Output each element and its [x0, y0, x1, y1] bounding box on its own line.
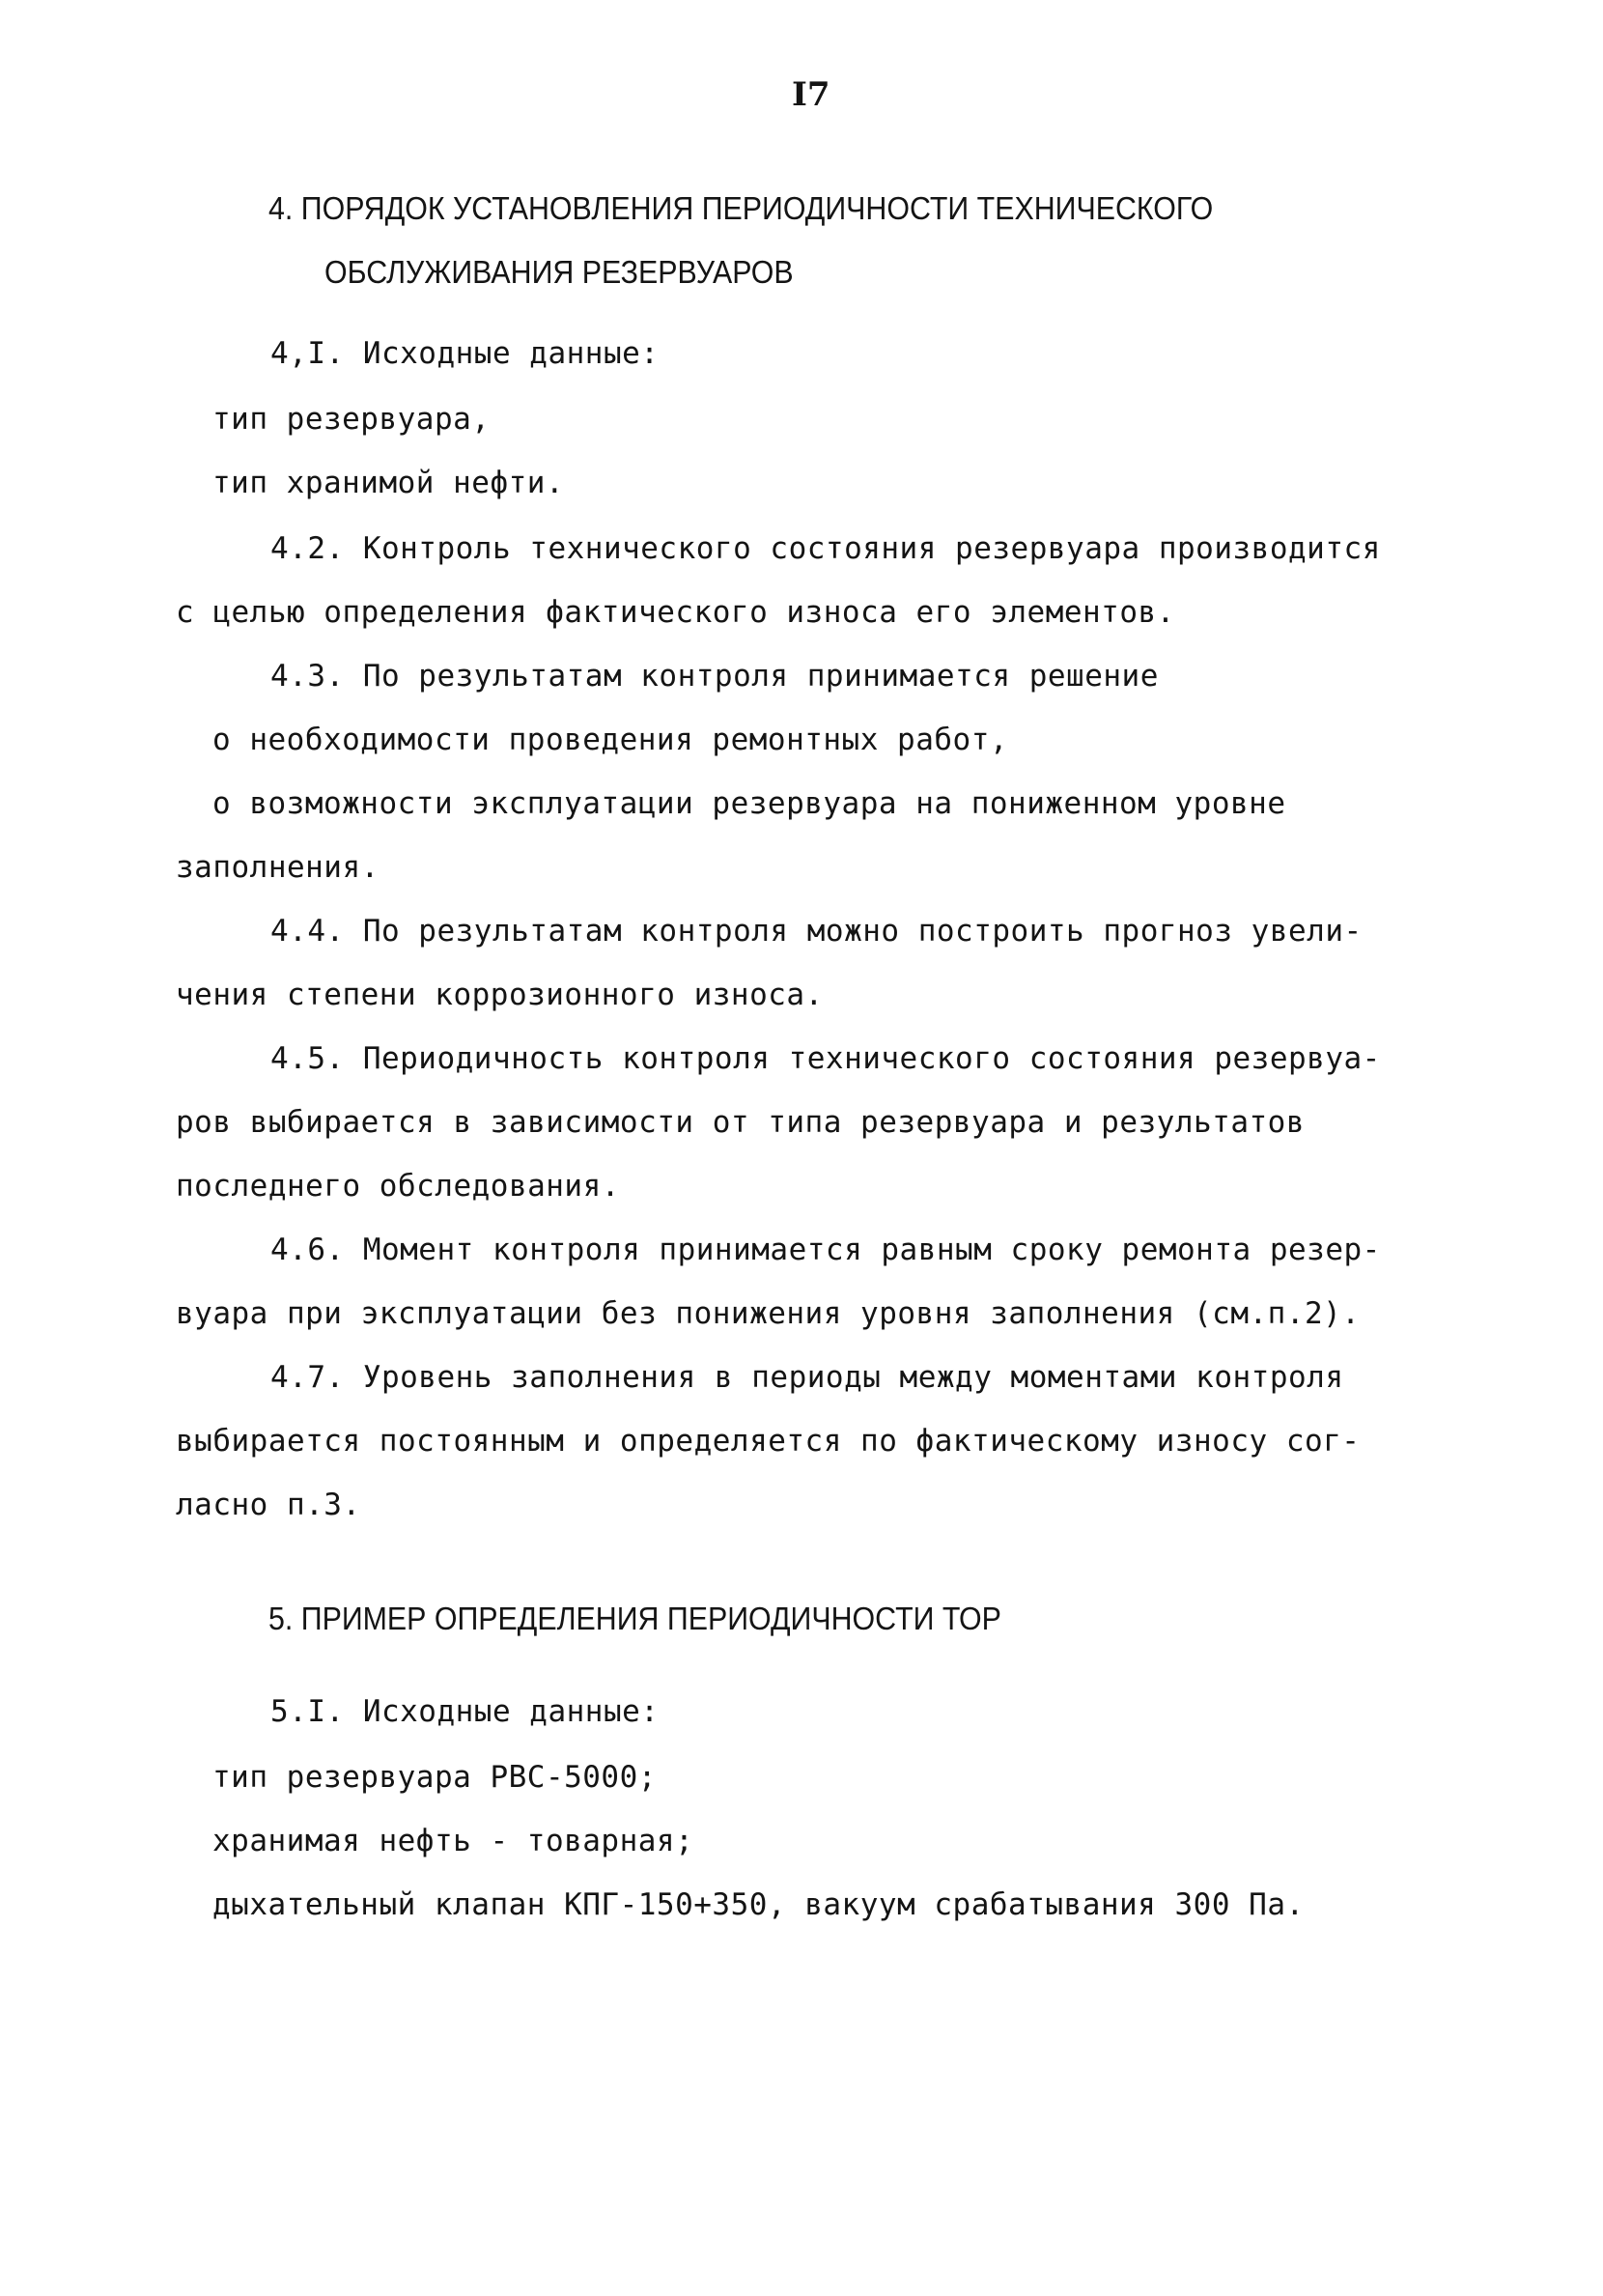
paragraph-4-1: 4,I. Исходные данные: — [270, 336, 660, 371]
paragraph-4-6-line-1: 4.6. Момент контроля принимается равным сроку ремонта резер- — [270, 1233, 1381, 1267]
paragraph-4-7-line-2: выбирается постоянным и определяется по фактическому износу сог- — [176, 1424, 1361, 1459]
paragraph-4-5-line-1: 4.5. Периодичность контроля технического состояния резервуа- — [270, 1041, 1381, 1076]
list-item-stored-oil: хранимая нефть - товарная; — [212, 1824, 694, 1858]
list-item-breathing-valve: дыхательный клапан КПГ-150+350, вакуум срабатывания 300 Па. — [212, 1887, 1305, 1922]
paragraph-4-4-line-2: чения степени коррозионного износа. — [176, 978, 824, 1012]
list-item-reduced-level-line-2: заполнения. — [176, 850, 380, 885]
paragraph-4-2-line-1: 4.2. Контроль технического состояния резервуара производится — [270, 531, 1381, 566]
list-item-tank-model: тип резервуара РВС-5000; — [212, 1760, 657, 1795]
paragraph-4-5-line-2: ров выбирается в зависимости от типа резервуара и результатов — [176, 1105, 1305, 1140]
section-4-heading-line-1: 4. ПОРЯДОК УСТАНОВЛЕНИЯ ПЕРИОДИЧНОСТИ ТЕХНИЧЕСКОГО — [268, 190, 1214, 226]
paragraph-4-4-line-1: 4.4. По результатам контроля можно построить прогноз увели- — [270, 914, 1363, 949]
paragraph-4-2-line-2: с целью определения фактического износа его элементов. — [176, 595, 1175, 630]
paragraph-4-7-line-1: 4.7. Уровень заполнения в периоды между моментами контроля — [270, 1360, 1344, 1395]
page-number: I7 — [792, 75, 830, 114]
list-item-reduced-level-line-1: о возможности эксплуатации резервуара на пониженном уровне — [212, 786, 1286, 821]
paragraph-4-7-line-3: ласно п.3. — [176, 1488, 361, 1522]
paragraph-5-1: 5.I. Исходные данные: — [270, 1694, 660, 1729]
list-item-repair-need: о необходимости проведения ремонтных работ, — [212, 723, 1009, 757]
section-4-heading-line-2: ОБСЛУЖИВАНИЯ РЕЗЕРВУАРОВ — [324, 254, 794, 290]
paragraph-4-3: 4.3. По результатам контроля принимается решение — [270, 659, 1159, 694]
section-5-heading: 5. ПРИМЕР ОПРЕДЕЛЕНИЯ ПЕРИОДИЧНОСТИ ТОР — [268, 1601, 1001, 1636]
list-item-oil-type: тип хранимой нефти. — [212, 466, 565, 500]
paragraph-4-5-line-3: последнего обследования. — [176, 1169, 620, 1204]
paragraph-4-6-line-2: вуара при эксплуатации без понижения уровня заполнения (см.п.2). — [176, 1296, 1361, 1331]
list-item-tank-type: тип резервуара, — [212, 402, 491, 437]
